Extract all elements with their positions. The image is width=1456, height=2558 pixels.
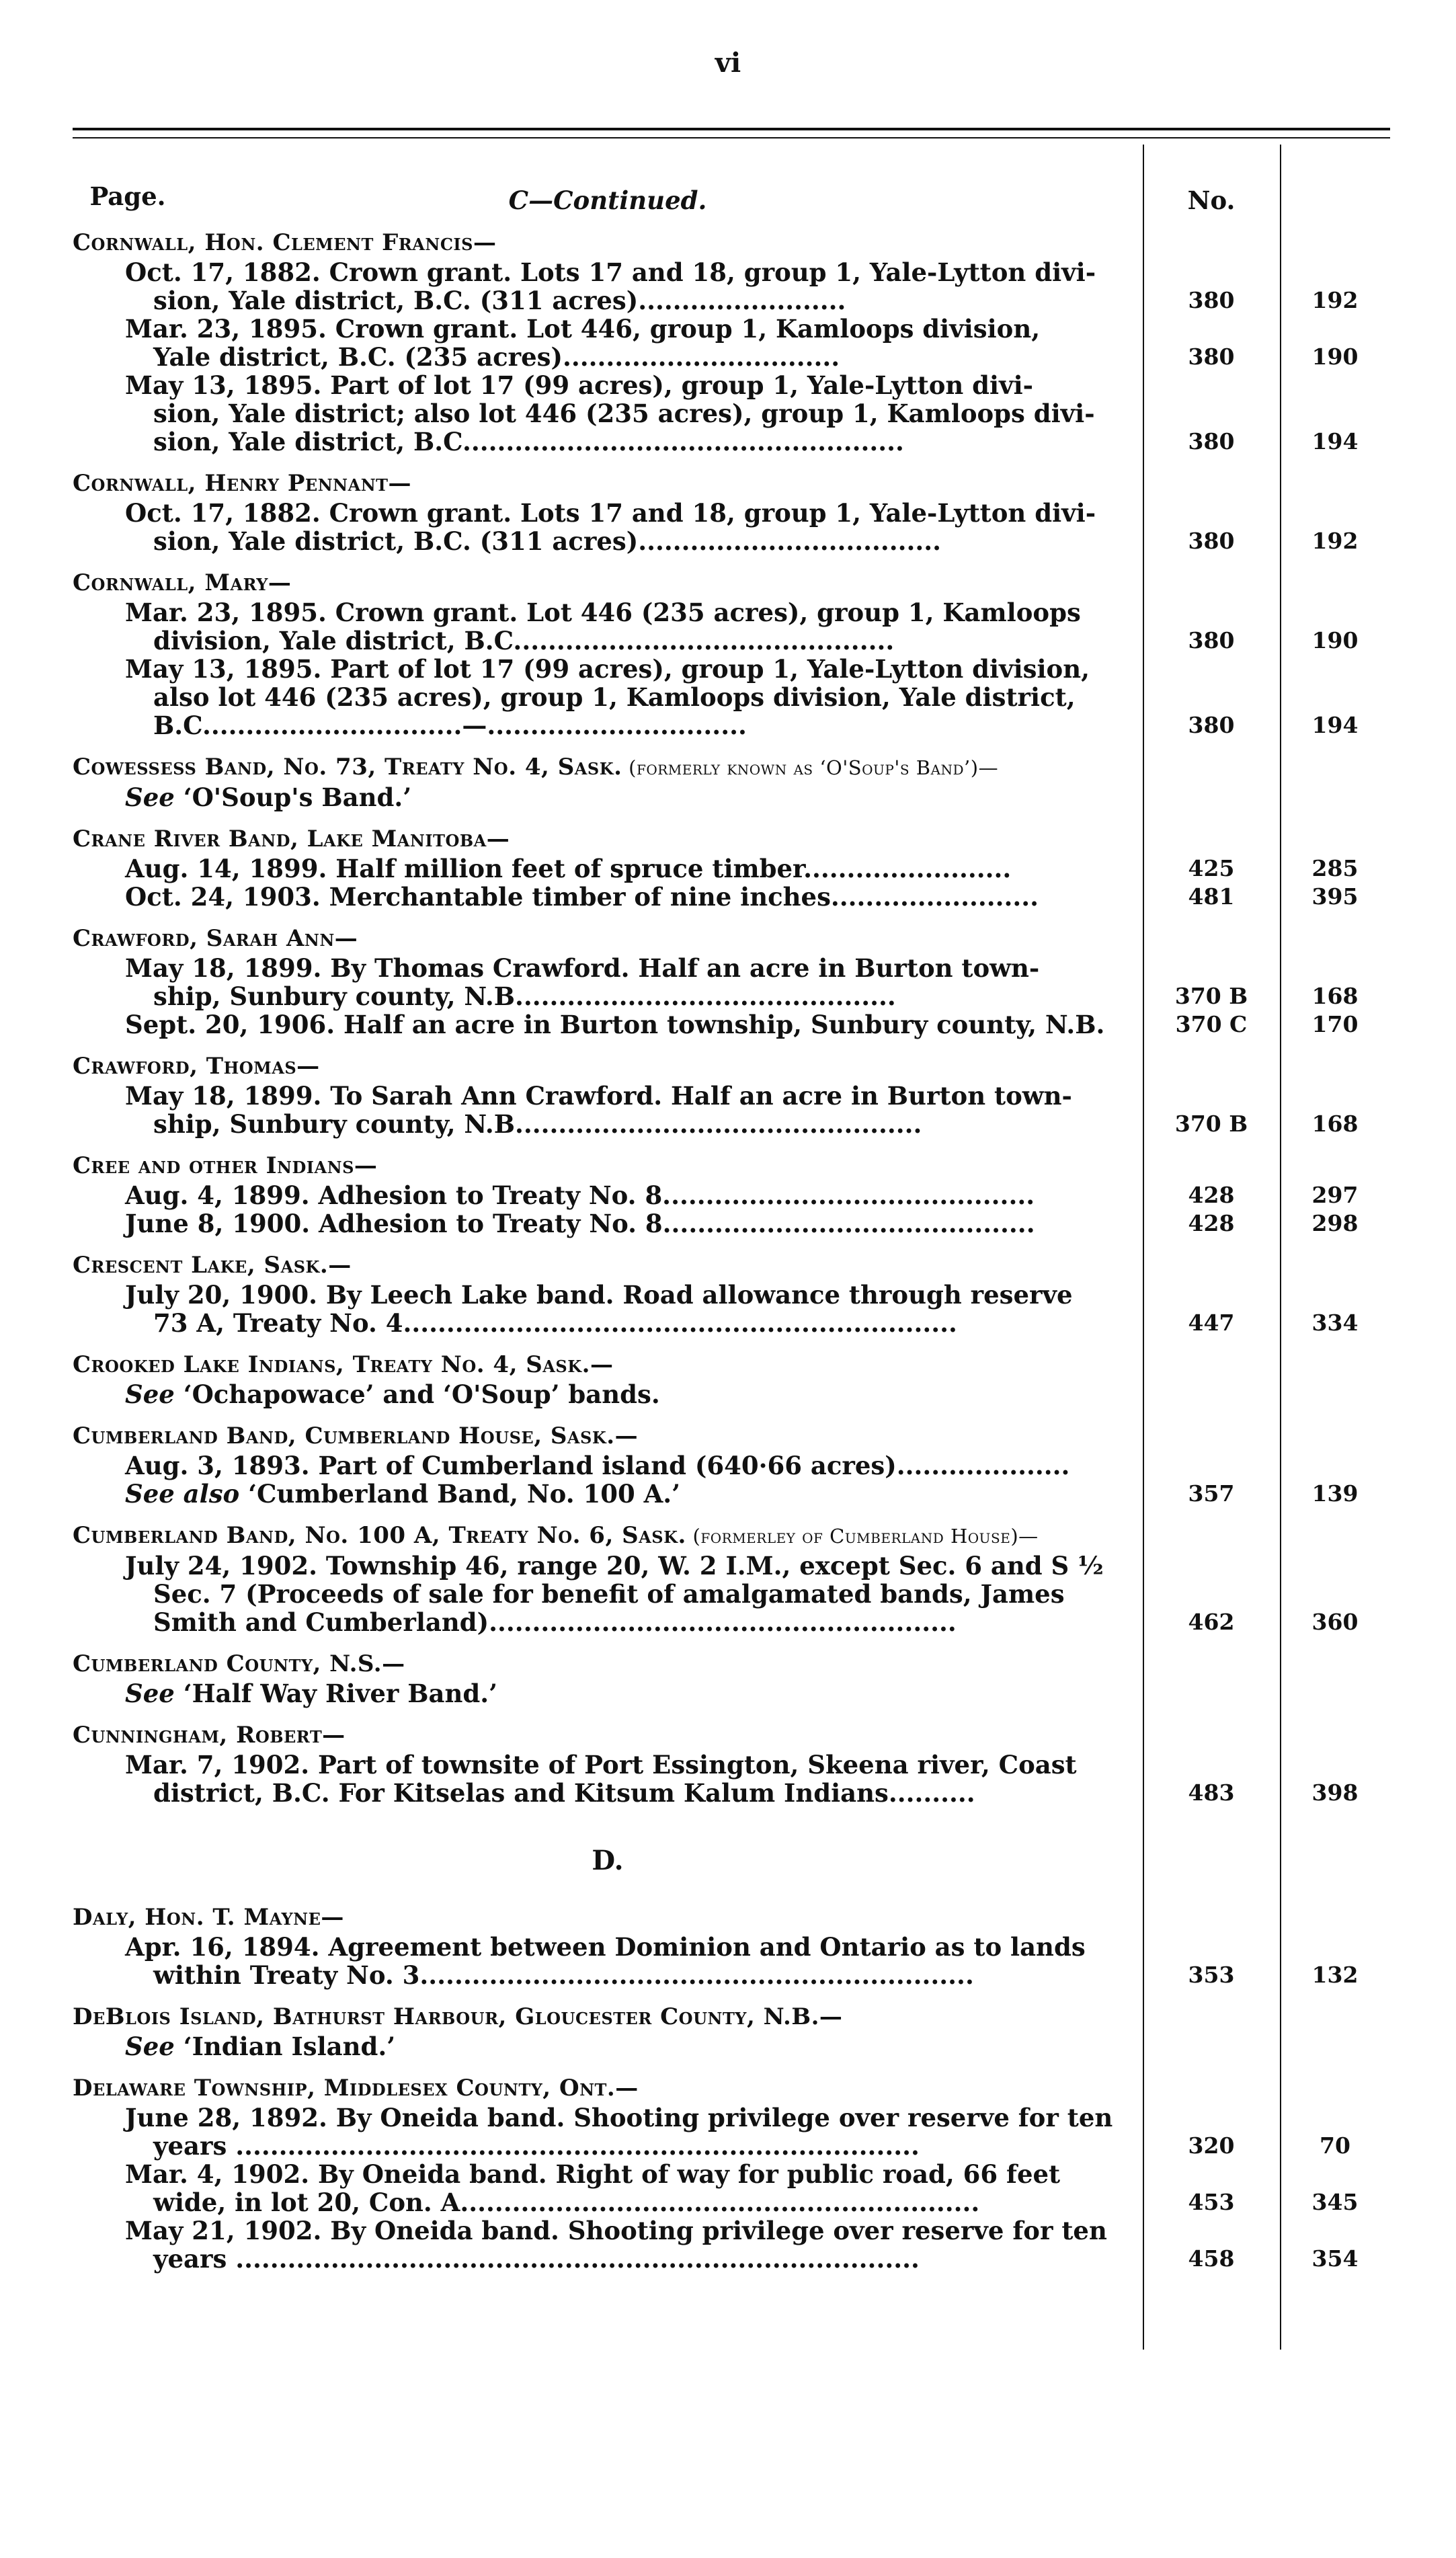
entry-row <box>73 2160 1390 2216</box>
entry-number: 483 <box>1188 1780 1235 1806</box>
entry-row <box>73 783 1390 811</box>
entry-text <box>73 1181 1143 1209</box>
entry-heading <box>73 825 1143 853</box>
entry-heading <box>73 1052 1143 1080</box>
entry-text <box>73 1281 1143 1337</box>
entry-text <box>73 1209 1143 1238</box>
entry-page: 190 <box>1311 627 1359 653</box>
index-entries <box>73 182 1390 2273</box>
entry-number: 447 <box>1188 1310 1235 1336</box>
entry-text <box>73 1082 1143 1138</box>
entry-heading <box>73 469 1143 497</box>
entry-page: 168 <box>1311 983 1359 1009</box>
entry-row <box>73 1010 1390 1039</box>
entry-text <box>73 2216 1143 2273</box>
entry-row <box>73 2032 1390 2061</box>
entry-line: sion, Yale district, B.C. (311 acres)................................... <box>153 526 942 556</box>
entry-number: 370 B <box>1174 983 1248 1009</box>
entry-text <box>73 258 1143 315</box>
column-header <box>73 182 1390 215</box>
header-rule-top <box>73 128 1390 130</box>
entry-heading-text: Crane River Band, Lake Manitoba— <box>73 826 510 852</box>
entry-heading <box>73 229 1143 257</box>
entry-line: B.C..............................—.............................. <box>153 711 747 740</box>
entry-line: See ‘Half Way River Band.’ <box>125 1679 498 1708</box>
entry-row <box>73 1380 1390 1408</box>
entry-page: 194 <box>1311 428 1359 454</box>
entry-text <box>73 1751 1143 1807</box>
entry-row <box>73 499 1390 555</box>
see-reference-label: See <box>125 1380 175 1409</box>
entry-text <box>73 2104 1143 2160</box>
entry-number: 380 <box>1188 528 1235 554</box>
entry-line: May 18, 1899. By Thomas Crawford. Half an acre in Burton town- <box>125 953 1040 983</box>
entry-number: 353 <box>1188 1962 1235 1988</box>
entry-line: May 21, 1902. By Oneida band. Shooting privilege over reserve for ten <box>125 2216 1107 2245</box>
entry-row <box>73 1281 1390 1337</box>
entry-heading-text: Cumberland Band, Cumberland House, Sask.— <box>73 1423 639 1449</box>
entry-line: Mar. 4, 1902. By Oneida band. Right of way for public road, 66 feet <box>125 2159 1061 2189</box>
entry-text <box>73 783 1143 811</box>
entry-heading-text: Cornwall, Mary— <box>73 569 292 596</box>
entry-page: 354 <box>1311 2245 1359 2272</box>
entry-text <box>73 499 1143 555</box>
entry-line: June 28, 1892. By Oneida band. Shooting privilege over reserve for ten <box>125 2103 1113 2132</box>
entry-line: ship, Sunbury county, N.B............................................ <box>153 982 896 1011</box>
entry-line: See ‘Ochapowace’ and ‘O'Soup’ bands. <box>125 1380 660 1409</box>
see-reference-label: See <box>125 2032 175 2061</box>
entry-text <box>73 1010 1143 1039</box>
entry-number: 425 <box>1188 855 1235 881</box>
entry-row <box>73 655 1390 740</box>
entry-number: 370 B <box>1174 1111 1248 1137</box>
entry-line: Oct. 24, 1903. Merchantable timber of nine inches........................ <box>125 882 1039 912</box>
entry-heading <box>73 1721 1143 1749</box>
see-reference-label: See <box>125 783 175 812</box>
entry-line: Aug. 14, 1899. Half million feet of spruce timber........................ <box>125 854 1012 883</box>
entry-line: July 20, 1900. By Leech Lake band. Road allowance through reserve <box>125 1280 1073 1310</box>
entry-text <box>73 1552 1143 1636</box>
entry-row <box>73 954 1390 1010</box>
entry-number: 428 <box>1188 1210 1235 1236</box>
entry-line: ship, Sunbury county, N.B............................................... <box>153 1109 922 1139</box>
entry-number: 357 <box>1188 1480 1235 1507</box>
entry-row <box>73 1451 1390 1508</box>
entry-page: 168 <box>1311 1111 1359 1137</box>
entry-row <box>73 883 1390 911</box>
entry-number: 380 <box>1188 344 1235 370</box>
entry-text <box>73 655 1143 740</box>
entry-heading-text: Cunningham, Robert— <box>73 1722 346 1749</box>
entry-heading-text: Cowessess Band, No. 73, Treaty No. 4, Sask. <box>73 754 622 781</box>
entry-line: sion, Yale district, B.C................................................... <box>153 427 904 456</box>
entry-heading-text: Daly, Hon. T. Mayne— <box>73 1904 344 1931</box>
entry-page: 192 <box>1311 528 1359 554</box>
entry-page: 192 <box>1311 287 1359 313</box>
entry-page: 360 <box>1311 1609 1359 1635</box>
entry-line: 73 A, Treaty No. 4................................................................ <box>153 1308 957 1338</box>
entry-heading-text: Cornwall, Henry Pennant— <box>73 470 411 497</box>
entry-text <box>73 1933 1143 1989</box>
entry-heading-text: Crawford, Sarah Ann— <box>73 925 358 952</box>
entry-text <box>73 1679 1143 1708</box>
entry-row <box>73 2216 1390 2273</box>
entry-number: 380 <box>1188 627 1235 653</box>
entry-row <box>73 2104 1390 2160</box>
entry-line: wide, in lot 20, Con. A............................................................ <box>153 2188 980 2217</box>
entry-line: Mar. 23, 1895. Crown grant. Lot 446, group 1, Kamloops division, <box>125 314 1041 344</box>
entry-row <box>73 258 1390 315</box>
entry-text <box>73 1451 1143 1508</box>
entry-line: sion, Yale district; also lot 446 (235 acres), group 1, Kamloops divi- <box>153 399 1095 428</box>
entry-line: Apr. 16, 1894. Agreement between Dominion and Ontario as to lands <box>125 1932 1086 1962</box>
entry-heading <box>73 924 1143 953</box>
entry-page: 395 <box>1311 883 1359 910</box>
entry-heading-text: Cree and other Indians— <box>73 1152 378 1179</box>
section-d-groups <box>73 1903 1390 2273</box>
entry-line: Smith and Cumberland)...................................................... <box>153 1607 957 1637</box>
section-c-groups <box>73 229 1390 1807</box>
entry-line: sion, Yale district, B.C. (311 acres)........................ <box>153 286 846 315</box>
see-reference-label: See also <box>125 1479 240 1509</box>
entry-page: 345 <box>1311 2189 1359 2215</box>
entry-number: 481 <box>1188 883 1235 910</box>
entry-heading-tail: (formerly known as ‘O'Soup's Band’)— <box>622 756 999 779</box>
entry-number: 462 <box>1188 1609 1235 1635</box>
entry-line: Mar. 23, 1895. Crown grant. Lot 446 (235 acres), group 1, Kamloops <box>125 598 1081 627</box>
entry-row <box>73 1082 1390 1138</box>
entry-line: Aug. 4, 1899. Adhesion to Treaty No. 8........................................... <box>125 1181 1035 1210</box>
entry-number: 453 <box>1188 2189 1235 2215</box>
entry-line: See also ‘Cumberland Band, No. 100 A.’ <box>125 1479 681 1509</box>
entry-page: 297 <box>1311 1182 1359 1208</box>
entry-heading <box>73 1152 1143 1180</box>
entry-line: May 13, 1895. Part of lot 17 (99 acres), group 1, Yale-Lytton division, <box>125 654 1090 684</box>
entry-line: See ‘Indian Island.’ <box>125 2032 396 2061</box>
entry-heading-tail: (formerley of Cumberland House)— <box>686 1525 1039 1548</box>
entry-line: May 13, 1895. Part of lot 17 (99 acres), group 1, Yale-Lytton divi- <box>125 370 1033 400</box>
entry-text <box>73 1380 1143 1408</box>
entry-text <box>73 598 1143 655</box>
entry-line: Mar. 7, 1902. Part of townsite of Port Essington, Skeena river, Coast <box>125 1750 1077 1780</box>
entry-line: Sept. 20, 1906. Half an acre in Burton township, Sunbury county, N.B. <box>125 1010 1105 1039</box>
entry-heading-text: DeBlois Island, Bathurst Harbour, Gloucester County, N.B.— <box>73 2003 843 2030</box>
entry-number: 370 C <box>1175 1011 1248 1037</box>
entry-line: district, B.C. For Kitselas and Kitsum Kalum Indians.......... <box>153 1778 975 1808</box>
entry-heading <box>73 1903 1143 1931</box>
entry-page: 285 <box>1311 855 1359 881</box>
entry-heading <box>73 2003 1143 2031</box>
section-d-title: D. <box>592 1845 624 1876</box>
entry-line: Oct. 17, 1882. Crown grant. Lots 17 and 18, group 1, Yale-Lytton divi- <box>125 498 1096 528</box>
entry-row <box>73 371 1390 456</box>
entry-heading-text: Cumberland County, N.S.— <box>73 1650 405 1677</box>
entry-heading <box>73 1650 1143 1678</box>
entry-row <box>73 1181 1390 1209</box>
entry-text <box>73 2032 1143 2061</box>
entry-line: years ............................................................................... <box>153 2244 920 2274</box>
entry-number: 380 <box>1188 287 1235 313</box>
see-reference-label: See <box>125 1679 175 1708</box>
entry-row <box>73 1679 1390 1708</box>
entry-heading-text: Cumberland Band, No. 100 A, Treaty No. 6, Sask. <box>73 1522 686 1549</box>
entry-page: 132 <box>1311 1962 1359 1988</box>
entry-row <box>73 854 1390 883</box>
entry-line: See ‘O'Soup's Band.’ <box>125 783 412 812</box>
entry-text <box>73 854 1143 883</box>
entry-heading <box>73 1351 1143 1379</box>
entry-line: years ............................................................................... <box>153 2131 920 2161</box>
entry-number: 380 <box>1188 428 1235 454</box>
entry-page: 334 <box>1311 1310 1359 1336</box>
entry-line: Yale district, B.C. (235 acres)................................ <box>153 342 840 372</box>
entry-heading <box>73 1251 1143 1279</box>
entry-page: 194 <box>1311 712 1359 738</box>
entry-heading <box>73 569 1143 597</box>
column-header-no: No. <box>1187 186 1236 215</box>
entry-page: 190 <box>1311 344 1359 370</box>
entry-page: 170 <box>1311 1011 1359 1037</box>
entry-line: within Treaty No. 3................................................................ <box>153 1960 974 1990</box>
entry-heading <box>73 1521 1143 1550</box>
entry-row <box>73 598 1390 655</box>
entry-heading-text: Cornwall, Hon. Clement Francis— <box>73 229 497 256</box>
entry-row <box>73 1933 1390 1989</box>
entry-text <box>73 954 1143 1010</box>
entry-page: 70 <box>1320 2132 1350 2159</box>
entry-line: May 18, 1899. To Sarah Ann Crawford. Half an acre in Burton town- <box>125 1081 1072 1111</box>
entry-heading-text: Crawford, Thomas— <box>73 1053 320 1080</box>
entry-page: 398 <box>1311 1780 1359 1806</box>
entry-line: Sec. 7 (Proceeds of sale for benefit of amalgamated bands, James <box>153 1579 1065 1609</box>
entry-row <box>73 1751 1390 1807</box>
entry-row <box>73 315 1390 371</box>
entry-line: Oct. 17, 1882. Crown grant. Lots 17 and 18, group 1, Yale-Lytton divi- <box>125 257 1096 287</box>
entry-page: 139 <box>1311 1480 1359 1507</box>
entry-number: 320 <box>1188 2132 1235 2159</box>
entry-number: 428 <box>1188 1182 1235 1208</box>
entry-number: 380 <box>1188 712 1235 738</box>
entry-heading-text: Crooked Lake Indians, Treaty No. 4, Sask.— <box>73 1351 614 1378</box>
entry-heading <box>73 2074 1143 2102</box>
entry-line: July 24, 1902. Township 46, range 20, W. 2 I.M., except Sec. 6 and S ½ <box>125 1551 1104 1581</box>
section-continued-title: C—Continued. <box>508 186 707 215</box>
entry-line: Aug. 3, 1893. Part of Cumberland island (640·66 acres).................... <box>125 1451 1070 1480</box>
entry-line: division, Yale district, B.C............................................ <box>153 626 895 655</box>
entry-heading-text: Crescent Lake, Sask.— <box>73 1252 352 1279</box>
column-header-page: Page. <box>89 182 166 211</box>
entry-heading <box>73 753 1143 782</box>
entry-line: June 8, 1900. Adhesion to Treaty No. 8........................................... <box>125 1209 1035 1238</box>
entry-row <box>73 1209 1390 1238</box>
entry-line: also lot 446 (235 acres), group 1, Kamloops division, Yale district, <box>153 682 1076 712</box>
entry-text <box>73 371 1143 456</box>
entry-text <box>73 2160 1143 2216</box>
entry-text <box>73 883 1143 911</box>
entry-text <box>73 315 1143 371</box>
page-number: vi <box>715 47 741 79</box>
entry-page: 298 <box>1311 1210 1359 1236</box>
entry-heading-text: Delaware Township, Middlesex County, Ont.— <box>73 2075 639 2102</box>
header-rule-bottom <box>73 137 1390 138</box>
entry-number: 458 <box>1188 2245 1235 2272</box>
entry-heading <box>73 1422 1143 1450</box>
entry-row <box>73 1552 1390 1636</box>
